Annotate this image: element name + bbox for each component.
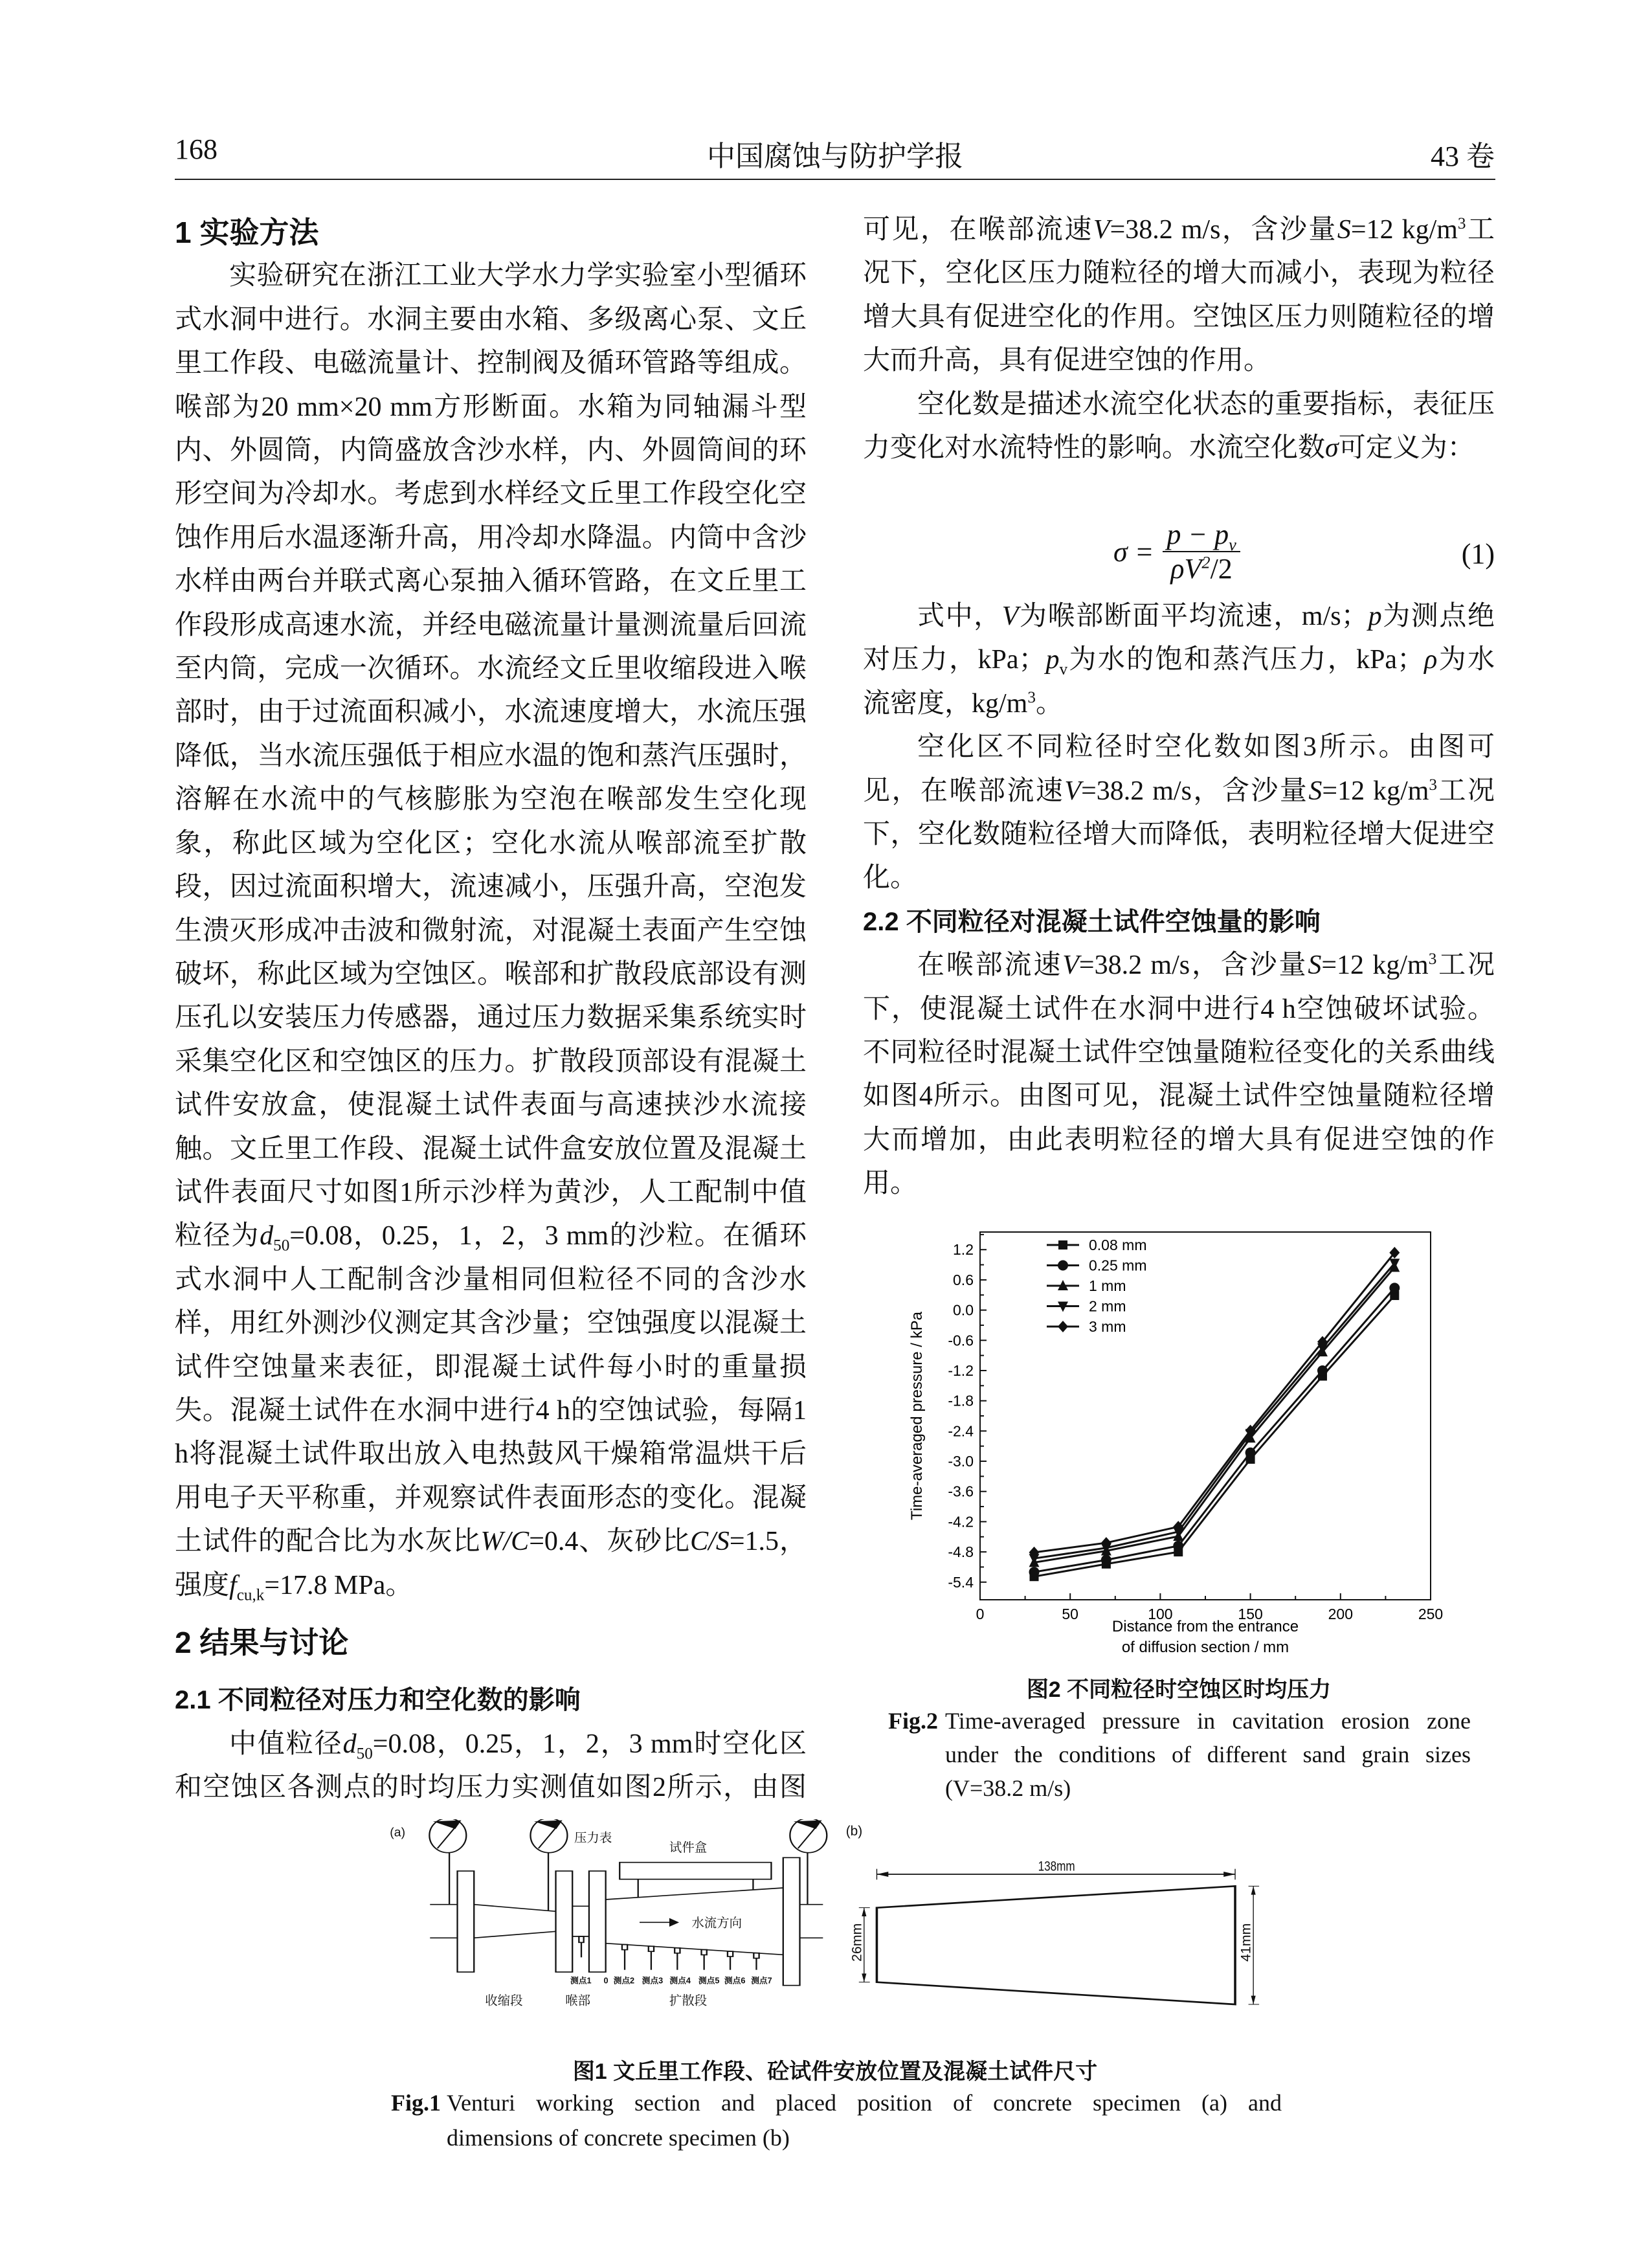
section-label: 喉部: [565, 1993, 591, 2008]
text-run: 式中，: [917, 601, 1002, 631]
text-run: V: [1001, 601, 1019, 631]
point-label: 测点4: [669, 1976, 691, 1986]
text-run: 为水的饱和蒸汽压力，kPa；: [1067, 645, 1425, 675]
paragraph: [175, 1723, 807, 1810]
text-run: v: [1059, 660, 1068, 678]
specimen-dimensions-diagram: [842, 1819, 1295, 2039]
y-tick-label: 1.2: [953, 1241, 974, 1259]
legend-label: 0.25 mm: [1089, 1257, 1147, 1274]
equation-denominator: ρV: [1170, 553, 1202, 585]
series-0-08-mm: [1030, 1291, 1400, 1581]
section-heading-2: 2 结果与讨论: [175, 1626, 349, 1659]
text-run: =12 kg/m: [1322, 776, 1429, 806]
legend-label: 1 mm: [1089, 1277, 1126, 1294]
data-point: [1173, 1541, 1183, 1551]
left-column-bottom: [175, 1621, 807, 1810]
text-run: 为测点绝对压力，kPa；: [863, 601, 1495, 675]
equation-number: (1): [1461, 538, 1495, 570]
fig1-caption-cn: 图1 文丘里工作段、砼试件安放位置及混凝土试件尺寸: [572, 2059, 1098, 2084]
text-run: ρ: [1424, 645, 1438, 675]
equation-denominator-tail: /2: [1210, 553, 1233, 585]
text-run: =0.08，0.25，1，2，3 mm时空化区和空蚀区各测点的时均压力实测值如图2所示，由图: [175, 1729, 807, 1803]
data-point: [1389, 1283, 1400, 1293]
x-tick-label: 200: [1328, 1606, 1353, 1622]
text-run: 3: [1429, 776, 1437, 794]
paragraph: [863, 383, 1495, 471]
legend-marker: [1058, 1261, 1068, 1271]
panel-b-label: (b): [845, 1823, 863, 1839]
x-tick-label: 150: [1238, 1606, 1263, 1622]
point-label: 测点1: [570, 1976, 592, 1986]
text-run: 。: [1035, 688, 1063, 719]
y-tick-label: -1.8: [948, 1392, 974, 1409]
text-run: p: [1368, 601, 1382, 631]
text-run: =38.2 m/s，含沙量: [1078, 950, 1308, 981]
y-axis-label: Time-averaged pressure / kPa: [908, 1312, 926, 1520]
legend-label: 3 mm: [1089, 1318, 1126, 1335]
text-run: 中值粒径: [229, 1729, 343, 1759]
text-run: cu,k: [236, 1586, 265, 1604]
left-column: [175, 211, 807, 1608]
x-tick-label: 0: [976, 1606, 985, 1622]
x-tick-label: 100: [1148, 1606, 1173, 1622]
pressure-sensor: [728, 1951, 733, 1956]
text-run: 3: [1457, 215, 1466, 232]
legend-item: [1047, 1257, 1146, 1274]
pressure-sensor: [622, 1945, 627, 1950]
text-run: S: [1308, 776, 1323, 806]
pressure-sensor: [675, 1948, 680, 1953]
header-rule: [175, 179, 1495, 180]
pressure-sensor: [753, 1953, 759, 1958]
equation-denominator-sup: 2: [1201, 552, 1211, 572]
text-run: 空化区不同粒径时空化数如图3所示。由图可见，在喉部流速: [863, 732, 1495, 806]
length-dimension: 138mm: [1038, 1858, 1075, 1874]
flow-arrow-icon: [669, 1918, 679, 1927]
text-run: 工况下，使混凝土试件在水洞中进行4 h空蚀破坏试验。不同粒径时混凝土试件空蚀量随粒径变化的关系曲线如图4所示。由图可见，混凝土试件空蚀量随粒径增大而增加，由此表明粒径的增大具有促进空蚀的作用。: [863, 950, 1495, 1199]
text-run: =38.2 m/s，含沙量: [1081, 776, 1309, 806]
equation-1: [1113, 518, 1240, 585]
section-label: 扩散段: [669, 1993, 708, 2008]
x-axis-label-line2: of diffusion section / mm: [1121, 1639, 1289, 1656]
text-run: 可定义为：: [1338, 433, 1475, 464]
text-run: =1.5，强度: [175, 1527, 807, 1600]
x-axis-label-line1: Distance from the entrance: [1111, 1618, 1299, 1635]
text-run: =12 kg/m: [1350, 215, 1458, 245]
fig1-caption-line1: Venturi working section and placed position of concrete specimen (a) and: [447, 2090, 1282, 2116]
fig1-caption-en: [391, 2086, 1282, 2120]
box-label: 试件盒: [669, 1841, 708, 1855]
right-height-dimension: 41mm: [1238, 1923, 1254, 1962]
text-run: V: [1093, 215, 1110, 245]
text-run: C/S: [690, 1527, 730, 1557]
pressure-chart: [900, 1217, 1457, 1664]
data-point: [1317, 1365, 1328, 1376]
legend-label: 0.08 mm: [1089, 1237, 1147, 1253]
text-run: 可见，在喉部流速: [863, 215, 1093, 245]
text-run: V: [1062, 950, 1079, 981]
legend-item: [1047, 1298, 1126, 1315]
specimen-box: [620, 1863, 771, 1879]
legend-label: 2 mm: [1089, 1297, 1126, 1315]
plot-frame: [980, 1232, 1431, 1600]
text-run: W/C: [480, 1527, 530, 1557]
legend-item: [1047, 1318, 1126, 1335]
point-label: 测点6: [724, 1976, 746, 1986]
data-point: [1029, 1567, 1040, 1577]
series-3-mm: [1029, 1247, 1400, 1558]
pressure-sensor: [702, 1949, 707, 1955]
text-run: =38.2 m/s，含沙量: [1110, 215, 1337, 245]
series-2-mm: [1029, 1259, 1400, 1564]
text-run: d: [260, 1221, 274, 1251]
text-run: 3: [1027, 688, 1036, 706]
text-run: 在喉部流速: [917, 950, 1063, 981]
y-tick-label: -1.2: [948, 1362, 974, 1379]
panel-a-label: (a): [390, 1825, 406, 1840]
text-run: p: [1045, 645, 1060, 675]
text-run: =0.4、灰砂比: [529, 1527, 691, 1557]
paragraph: [863, 726, 1495, 901]
y-tick-label: -3.6: [948, 1483, 974, 1500]
specimen-outline: [876, 1886, 1235, 2004]
legend-marker: [1058, 1321, 1068, 1332]
text-run: =0.08，0.25，1，2，3 mm的沙粒。在循环式水洞中人工配制含沙量相同但粒径不同的含沙水样，用红外测沙仪测定其含沙量；空蚀强度以混凝土试件空蚀量来表征，即混凝土试件每小时的重量损失。混凝土试件在水洞中进行4 h的空蚀试验，每隔1 h将混凝土试件取出放入电热鼓风干燥箱常温烘干后用电子天平称重，并观察试件表面形态的变化。混凝土试件的配合比为水灰比: [175, 1221, 807, 1557]
fig2-caption-text: Time-averaged pressure in cavitation erosion zone under the conditions of different sand grain sizes (V=38.2 m/s): [945, 1708, 1471, 1801]
paragraph: [175, 254, 807, 1608]
legend-item: [1047, 1277, 1126, 1294]
y-tick-label: -4.2: [948, 1513, 974, 1530]
y-tick-label: 0.0: [953, 1301, 974, 1319]
y-tick-label: -2.4: [948, 1422, 974, 1440]
fig2-caption-cn: 图2 不同粒径时空蚀区时均压力: [1026, 1677, 1332, 1702]
fig2-label: Fig.2: [888, 1708, 938, 1734]
text-run: =17.8 MPa。: [264, 1570, 413, 1600]
left-height-dimension: 26mm: [849, 1923, 865, 1962]
subsection-heading-2-2: 2.2 不同粒径对混凝土试件空蚀量的影响: [863, 907, 1321, 936]
y-tick-label: -5.4: [948, 1573, 974, 1591]
subsection-heading-2-1: 2.1 不同粒径对压力和空化数的影响: [175, 1686, 581, 1715]
point-label: 测点3: [642, 1976, 664, 1986]
equation-fraction: [1163, 518, 1240, 585]
y-tick-label: 0.6: [953, 1271, 974, 1288]
text-run: S: [1337, 215, 1351, 245]
series-1-mm: [1029, 1261, 1400, 1567]
fig2-caption-en: [888, 1704, 1471, 1805]
section-heading-1: 1 实验方法: [175, 216, 319, 249]
flow-label: 水流方向: [691, 1916, 742, 1931]
volume-label: 43 卷: [1431, 140, 1495, 172]
text-run: S: [1308, 950, 1322, 981]
section-label: 收缩段: [485, 1993, 523, 2008]
text-run: V: [1064, 776, 1082, 806]
paragraph: [863, 595, 1495, 726]
text-run: 50: [273, 1237, 290, 1255]
x-tick-label: 50: [1062, 1606, 1078, 1622]
gauge-label: 压力表: [574, 1831, 612, 1845]
text-run: =12 kg/m: [1321, 950, 1429, 981]
series-line: [1034, 1295, 1395, 1576]
text-run: 3: [1428, 950, 1437, 969]
fig1-label: Fig.1: [391, 2090, 441, 2116]
data-point: [1101, 1555, 1111, 1565]
text-run: 空化数是描述水流空化状态的重要指标，表征压力变化对水流特性的影响。水流空化数: [863, 389, 1495, 464]
y-tick-label: -3.0: [948, 1453, 974, 1470]
page-number: 168: [175, 133, 218, 165]
point-label: 测点5: [698, 1976, 720, 1986]
journal-title: 中国腐蚀与防护学报: [707, 140, 963, 172]
y-tick-label: -0.6: [948, 1332, 974, 1349]
paragraph: [863, 208, 1495, 383]
venturi-diagram: [388, 1819, 854, 2039]
legend-item: [1047, 1237, 1146, 1253]
text-run: σ: [1325, 433, 1339, 464]
point-label: 测点2: [613, 1976, 635, 1986]
text-run: 为喉部断面平均流速，m/s；: [1018, 601, 1368, 631]
equation-lhs: σ =: [1113, 535, 1154, 568]
data-point: [1245, 1448, 1256, 1458]
text-run: 50: [356, 1745, 373, 1763]
equation-numerator: p − p: [1166, 519, 1229, 550]
paragraph: [863, 944, 1495, 1205]
text-run: f: [229, 1570, 237, 1600]
fig1-caption-line2: dimensions of concrete specimen (b): [447, 2125, 790, 2151]
right-column-bottom: [863, 595, 1495, 1206]
right-column-top: [863, 208, 1495, 470]
equation-numerator-sub: v: [1229, 534, 1236, 554]
legend-marker: [1058, 1240, 1067, 1250]
text-run: 为水流密度，kg/m: [863, 645, 1495, 719]
text-run: 实验研究在浙江工业大学水力学实验室小型循环式水洞中进行。水洞主要由水箱、多级离心泵、文丘里工作段、电磁流量计、控制阀及循环管路等组成。喉部为20 mm×20 mm方形断面。水箱为同轴漏斗型内、外圆筒，内筒盛放含沙水样，内、外圆筒间的环形空间为冷却水。考虑到水样经文丘里工作段空化空蚀作用后水温逐渐升高，用冷却水降温。内筒中含沙水样由两台并联式离心泵抽入循环管路，在文丘里工作段形成高速水流，并经电磁流量计量测流量后回流至内筒，完成一次循环。水流经文丘里收缩段进入喉部时，由于过流面积减小，水流速度增大，水流压强降低，当水流压强低于相应水温的饱和蒸汽压强时，溶解在水流中的气核膨胀为空泡在喉部发生空化现象，称此区域为空化区；空化水流从喉部流至扩散段，因过流面积增大，流速减小，压强升高，空泡发生溃灭形成冲击波和微射流，对混凝土表面产生空蚀破坏，称此区域为空蚀区。喉部和扩散段底部设有测压孔以安装压力传感器，通过压力数据采集系统实时采集空化区和空蚀区的压力。扩散段顶部设有混凝土试件安放盒，使混凝土试件表面与高速挟沙水流接触。文丘里工作段、混凝土试件盒安放位置及混凝土试件表面尺寸如图1所示沙样为黄沙，人工配制中值粒径为: [175, 261, 807, 1251]
point-label: 测点7: [751, 1976, 772, 1986]
text-run: 工况下，空化数随粒径增大而降低，表明粒径增大促进空化。: [863, 776, 1495, 893]
x-tick-label: 250: [1418, 1606, 1444, 1622]
text-run: d: [342, 1729, 357, 1759]
point-label: 0: [603, 1976, 608, 1986]
y-tick-label: -4.8: [948, 1543, 974, 1561]
pressure-sensor: [649, 1946, 654, 1951]
text-run: 工况下，空化区压力随粒径的增大而减小，表现为粒径增大具有促进空化的作用。空蚀区压力则随粒径的增大而升高，具有促进空蚀的作用。: [863, 215, 1495, 376]
